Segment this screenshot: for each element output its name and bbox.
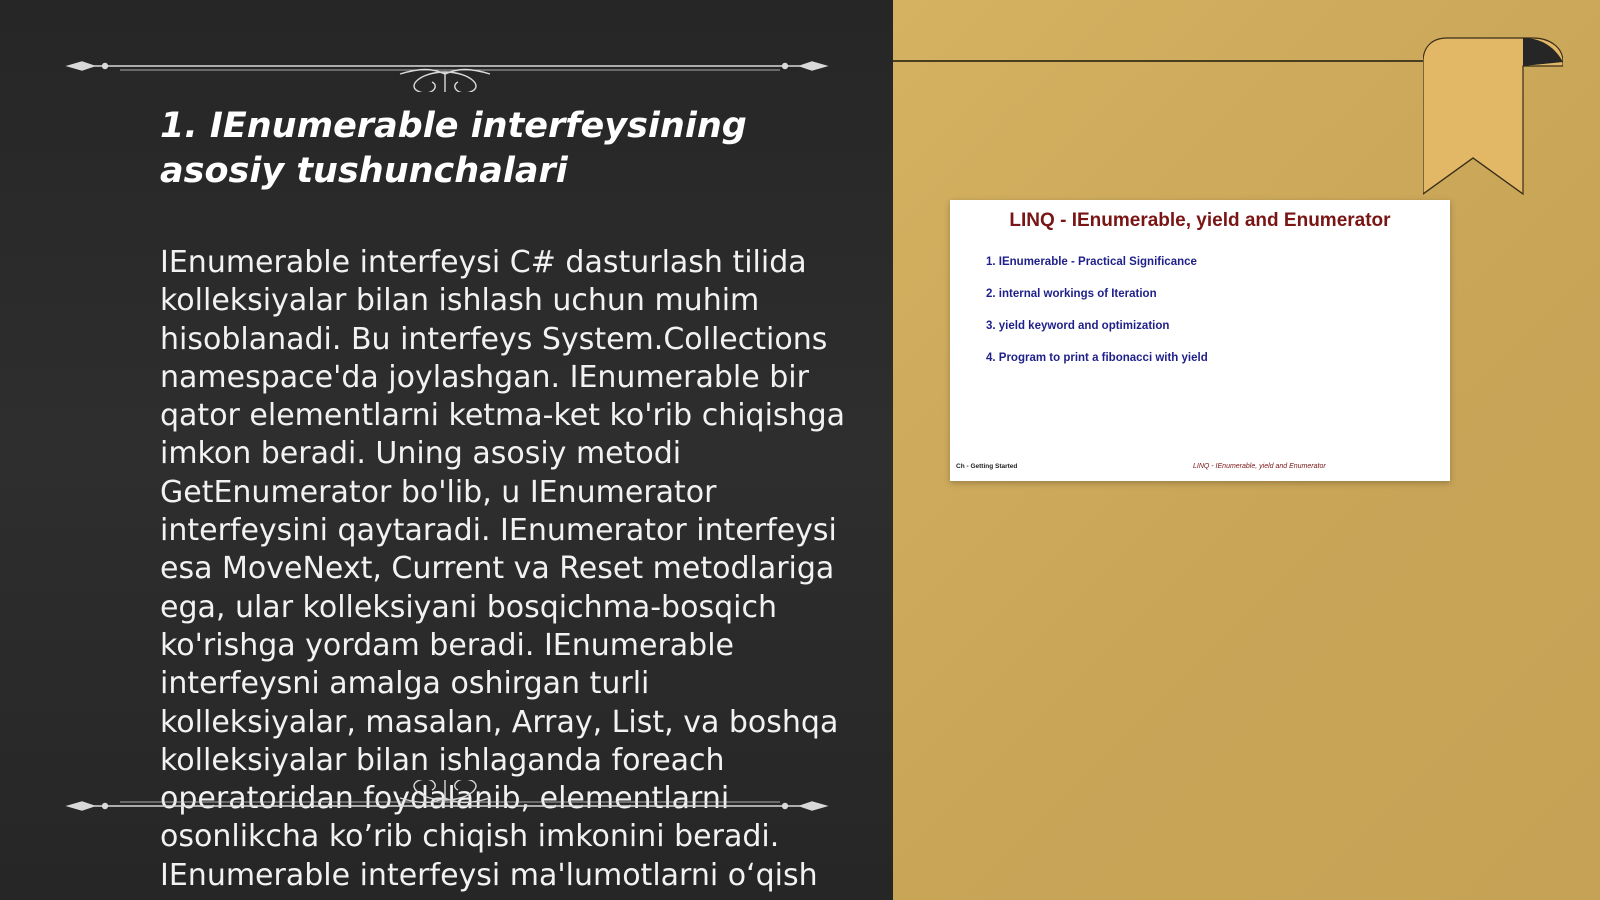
image-panel [893,0,1600,900]
slide-title: 1. IEnumerable interfeysining asosiy tushunchalari [160,106,747,191]
slide-thumbnail-image [950,200,1450,481]
thumbnail-title: LINQ - IEnumerable, yield and Enumerator [1009,210,1391,231]
thumbnail-topic-list [986,256,1208,384]
thumbnail-topic-item: 4. Program to print a fibonacci with yield [986,352,1208,364]
thumbnail-topic-item: 2. internal workings of Iteration [986,288,1157,300]
bottom-ornament-divider [60,780,830,830]
horizontal-rule [893,60,1453,62]
bookmark-ribbon-icon [1423,36,1563,206]
thumbnail-footer-left: Ch - Getting Started [956,463,1018,470]
slide-body-text: IEnumerable interfeysi C# dasturlash tilida kolleksiyalar bilan ishlash uchun muhim hisoblanadi. Bu interfeys System.Collections namespace'da joylashgan. IEnumerable bir qator elementlarni ketma-ket ko'rib chiqishga imkon beradi. Uning asosiy metodi GetEnumerator bo'lib, u IEnumerator interfeysini qaytaradi. IEnumerator interfeysi esa MoveNext, Current va Reset metodlariga ega, ular kolleksiyani bosqichma-bosqich ko'rishga yordam beradi. IEnumerable interfeysni amalga oshirgan turli kolleksiyalar, masalan, Array, List, va boshqa kolleksiyalar bilan ishlaganda foreach operatoridan foydalanib, elementlarni osonlikcha ko’rib chiqish imkonini beradi. IEnumerable interfeysi ma'lumotlarni o‘qish [160,245,845,893]
top-ornament-divider [60,42,830,92]
thumbnail-footer-right: LINQ - IEnumerable, yield and Enumerator [1193,463,1326,470]
thumbnail-topic-item: 1. IEnumerable - Practical Significance [986,256,1197,268]
thumbnail-topic-item: 3. yield keyword and optimization [986,320,1170,332]
